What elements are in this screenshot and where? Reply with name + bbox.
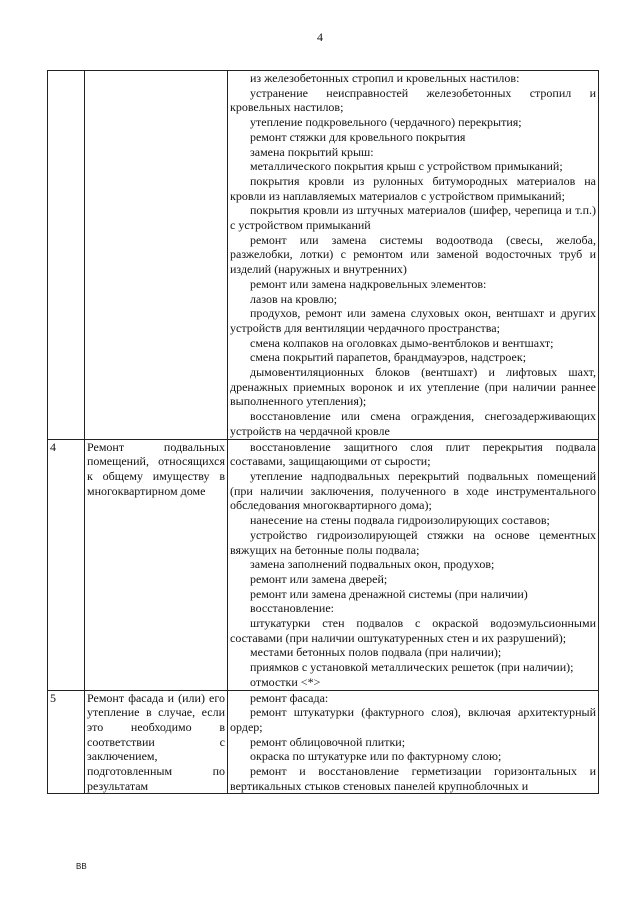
work-item: продухов, ремонт или замена слуховых окон, вентшахт и других устройств для вентиляции чердачного пространства;	[230, 306, 596, 335]
work-item: устройство гидроизолирующей стяжки на основе цементных вяжущих на бетонные полы подвала;	[230, 527, 596, 557]
work-items	[228, 71, 599, 440]
work-type	[85, 690, 228, 794]
work-type-text: Ремонт подвальных помещений, относящихся к общему имуществу в многоквартирном доме	[87, 439, 225, 498]
work-item: восстановление защитного слоя плит перекрытия подвала составами, защищающими от сырости;	[230, 439, 596, 469]
work-item: ремонт или замена надкровельных элементов:	[250, 276, 487, 291]
work-item: ремонт или замена дверей;	[250, 571, 388, 586]
work-item: ремонт или замена системы водоотвода (свесы, желоба, разжелобки, лотки) с ремонтом или заменой водосточных труб и изделий (наружных и внутренних)	[230, 232, 596, 277]
table-row	[48, 690, 599, 794]
page-number: 4	[317, 30, 323, 44]
row-number: 5	[48, 690, 85, 794]
work-type	[85, 71, 228, 440]
work-item: металлического покрытия крыш с устройством примыканий;	[250, 159, 563, 174]
work-item: утепление подкровельного (чердачного) перекрытия;	[250, 115, 522, 130]
row-number: 4	[48, 439, 85, 690]
work-item: окраска по штукатурке или по фактурному слою;	[250, 749, 502, 764]
work-item: дымовентиляционных блоков (вентшахт) и лифтовых шахт, дренажных приемных воронок и их утепление (при наличии раннее выполненного утепления);	[230, 365, 596, 409]
work-item: смена покрытий парапетов, брандмауэров, надстроек;	[250, 350, 527, 365]
work-item: утепление надподвальных перекрытий подвальных помещений (при наличии заключения, полученного в ходе инструментального обследования многоквартирного дома);	[230, 468, 596, 513]
work-item: восстановление или смена ограждения, снегозадерживающих устройств на чердачной кровле	[230, 409, 596, 438]
work-item: ремонт штукатурки (фактурного слоя), включая архитектурный ордер;	[230, 705, 596, 734]
work-item: лазов на кровлю;	[250, 291, 338, 306]
work-item: нанесение на стены подвала гидроизолирующих составов;	[250, 513, 550, 528]
work-item: ремонт и восстановление герметизации горизонтальных и вертикальных стыков стеновых панелей крупноблочных и	[230, 764, 596, 793]
table-row	[48, 71, 599, 440]
work-item: ремонт или замена дренажной системы (при наличии)	[250, 586, 528, 601]
work-item: устранение неисправностей железобетонных стропил и кровельных настилов;	[230, 85, 596, 115]
work-item: из железобетонных стропил и кровельных настилов:	[250, 71, 520, 85]
work-item: замена покрытий крыш:	[250, 144, 374, 159]
work-item: ремонт стяжки для кровельного покрытия	[250, 129, 466, 144]
work-item: штукатурки стен подвалов с окраской водоэмульсионными составами (при наличии оштукатуренных стен и их разрушений);	[230, 616, 596, 645]
work-item: ремонт фасада:	[250, 690, 329, 705]
works-table	[47, 70, 599, 794]
work-item: местами бетонных полов подвала (при наличии);	[250, 645, 502, 660]
work-item: покрытия кровли из рулонных битумородных материалов на кровли из наплавляемых материалов с устройством примыканий;	[230, 173, 596, 203]
table-row	[48, 439, 599, 690]
work-item: восстановление:	[250, 601, 334, 616]
work-item: ремонт облицовочной плитки;	[250, 734, 406, 749]
work-type-text: Ремонт фасада и (или) его утепление в случае, если это необходимо в соответствии с заключением, подготовленным по результатам	[87, 690, 225, 793]
work-type	[85, 439, 228, 690]
work-item: замена заполнений подвальных окон, продухов;	[250, 557, 495, 572]
row-number	[48, 71, 85, 440]
work-item: смена колпаков на оголовках дымо-вентблоков и вентшахт;	[250, 335, 554, 350]
work-item: отмостки <*>	[250, 674, 321, 689]
work-items	[228, 439, 599, 690]
footer-mark: BB	[76, 862, 87, 871]
work-item: покрытия кровли из штучных материалов (шифер, черепица и т.п.) с устройством примыканий	[230, 203, 596, 233]
work-items	[228, 690, 599, 794]
work-item: приямков с установкой металлических решеток (при наличии);	[250, 660, 574, 675]
